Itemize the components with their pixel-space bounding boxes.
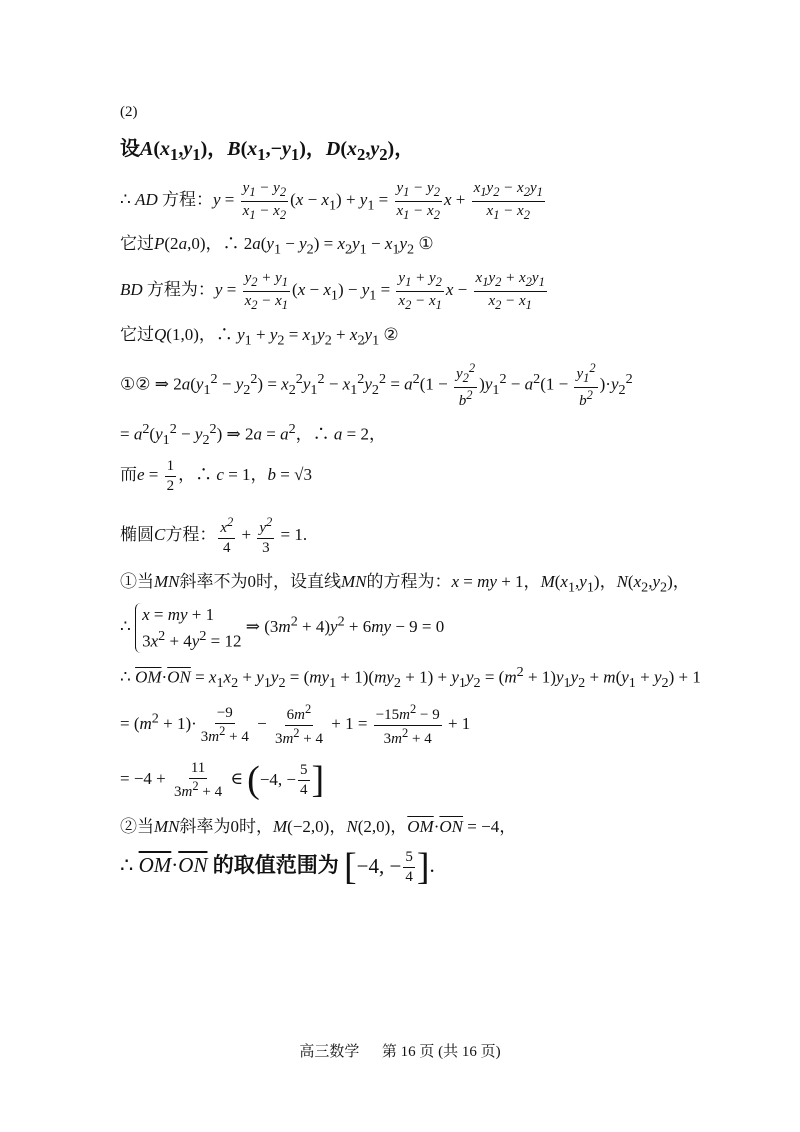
footer-page-number: 第 16 页 (共 16 页) bbox=[381, 1044, 501, 1060]
solution-line-5: 它过Q(1,0)，∴ $y_1 + y_2 = x_1y_2 + x_2y_1$ ② bbox=[120, 325, 399, 349]
solution-line-11: ∴ x = my + 1 $3x^2 + 4y^2 = 12$ ⇒ $(3m^2 + 4)y^2 + 6my - 9 = 0$ bbox=[120, 603, 444, 653]
part-label: (2) bbox=[120, 104, 138, 120]
solution-line-7: = $a^2(y_1^2 - y_2^2)$ ⇒ $2a = a^2$，∴ a = 2， bbox=[120, 421, 387, 449]
solution-line-3: 它过P(2a,0)，∴ $2a(y_1 - y_2) = x_2y_1 - x_1y_2$ ① bbox=[120, 234, 434, 258]
solution-line-2: ∴ AD 方程：y = $\frac{y_1 - y_2}{x_1 - x_2}$ $(x - x_1) + y_1$ = $\frac{y_1 - y_2}{x_1 - x_2}$ x + $\frac{x_1y_2 - x_2y_1}{x_1 - x_2}$ bbox=[120, 180, 543, 222]
solution-line-4: BD 方程为：y = $\frac{y_2 + y_1}{x_2 - x_1}$ $(x - x_1) - y_1$ = $\frac{y_1 + y_2}{x_2 - x_1}$ x − $\frac{x_1y_2 + x_2y_1}{x_2 - x_1}$ bbox=[120, 270, 545, 312]
solution-line-14: = −4 + $\frac{11}{3m^2 + 4}$ ∈ ( −4, − $\frac{5}{4}$ ] bbox=[120, 759, 325, 801]
solution-line-1: 设$A(x_1,y_1)$，$B(x_1,-y_1)$，$D(x_2,y_2)$， bbox=[120, 138, 415, 164]
solution-line-8: 而e = $\frac{1}{2}$ ，∴ c = 1，b = √3 bbox=[120, 458, 312, 494]
solution-line-10: ①当MN斜率不为0时，设直线MN的方程为：x = my + 1，$M(x_1,y_1)$，$N(x_2,y_2)$， bbox=[120, 572, 690, 596]
footer-subject: 高三数学 bbox=[299, 1044, 360, 1060]
page-footer bbox=[0, 1040, 800, 1061]
solution-line-15: ②当MN斜率为0时，M(−2,0)，N(2,0)，$\overline{OM}\cdot\overline{ON} = -4$， bbox=[120, 817, 517, 836]
solution-line-9: 椭圆C方程： $\frac{x^2}{4}$ + $\frac{y^2}{3}$ = 1. bbox=[120, 515, 308, 556]
solution-line-13: = $(m^2 + 1)\cdot$ $\frac{-9}{3m^2 + 4}$ − $\frac{6m^2}{3m^2 + 4}$ + 1 = $\frac{-15m^2 - 9}{3m^2 + 4}$ + 1 bbox=[120, 702, 471, 747]
solution-line-6: ①② ⇒ $2a(y_1^2 - y_2^2) = x_2^2y_1^2 - x_1^2y_2^2 = a^2(1$ − $\frac{y_2^2}{b^2}$ )$y_1^2 - a^2(1$ − $\frac{y_1^2}{b^2}$ )$\cdot y_2^2$ bbox=[120, 361, 633, 409]
solution-line-12: ∴ $\overline{OM}\cdot\overline{ON} = x_1x_2 + y_1y_2 = (my_1 + 1)(my_2 + 1) + y_1y_2 = (m^2 + 1)y_1y_2 + m(y_1 + y_2) + 1$ bbox=[120, 664, 701, 692]
solution-line-16: ∴ $\overline{OM}\cdot\overline{ON}$ 的取值范围为 [ −4, − $\frac{5}{4}$ ] . bbox=[120, 846, 435, 888]
